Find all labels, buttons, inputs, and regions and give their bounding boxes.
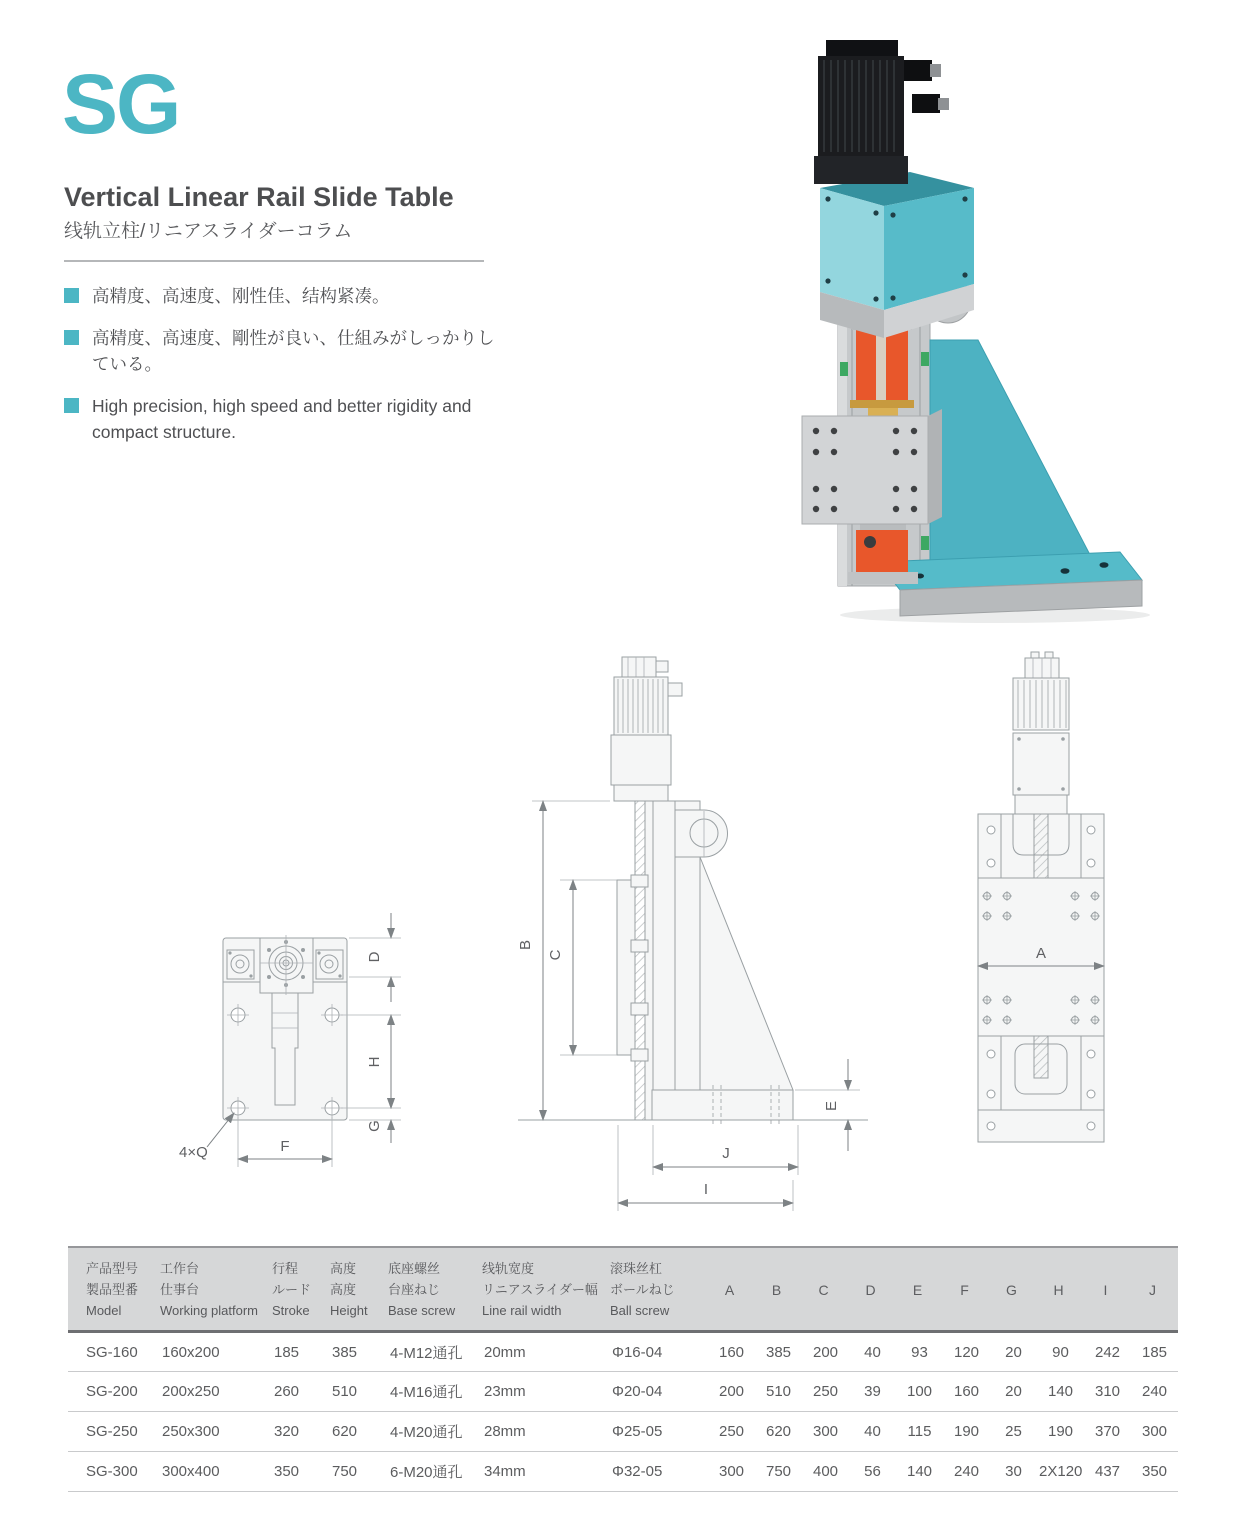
cell-base-screw: 4-M16通孔 xyxy=(388,1372,482,1412)
bullet-square-icon xyxy=(64,398,79,413)
cell-D: 40 xyxy=(849,1412,896,1452)
dim-label-D: D xyxy=(366,951,383,963)
cell-stroke: 260 xyxy=(272,1372,330,1412)
dim-label-G: G xyxy=(366,1120,383,1132)
cell-stroke: 350 xyxy=(272,1452,330,1492)
dim-G xyxy=(349,1086,401,1143)
col-header-I: I xyxy=(1084,1247,1131,1332)
column-bottom-front xyxy=(978,1036,1104,1110)
cell-height: 750 xyxy=(330,1452,388,1492)
cell-A: 200 xyxy=(708,1372,755,1412)
feature-text: 高精度、高速度、剛性が良い、仕組みがしっかりしている。 xyxy=(92,328,495,374)
feature-text: High precision, high speed and better rigidity and compact structure. xyxy=(92,396,472,442)
col-header-J: J xyxy=(1131,1247,1178,1332)
ballscrew-window-top xyxy=(850,324,914,416)
cell-stroke: 320 xyxy=(272,1412,330,1452)
feature-item xyxy=(64,326,504,377)
cell-F: 240 xyxy=(943,1452,990,1492)
feature-item xyxy=(64,394,504,445)
cell-J: 240 xyxy=(1131,1372,1178,1412)
col-header-E: E xyxy=(896,1247,943,1332)
cell-platform: 200x250 xyxy=(160,1372,272,1412)
col-header-A: A xyxy=(708,1247,755,1332)
drawing-side-view xyxy=(480,645,875,1245)
col-header-G: G xyxy=(990,1247,1037,1332)
side-bracket-right xyxy=(316,950,343,979)
col-header-ball-screw: 滚珠丝杠 ボールねじ Ball screw xyxy=(610,1247,708,1332)
dim-label-I: I xyxy=(703,1181,709,1198)
cell-J: 350 xyxy=(1131,1452,1178,1492)
col-header-C: C xyxy=(802,1247,849,1332)
cell-base-screw: 4-M20通孔 xyxy=(388,1412,482,1452)
spec-header-row xyxy=(68,1247,1178,1332)
cell-model: SG-300 xyxy=(68,1452,160,1492)
cell-D: 39 xyxy=(849,1372,896,1412)
cell-ball-screw: Φ16-04 xyxy=(610,1332,708,1372)
cell-I: 310 xyxy=(1084,1372,1131,1412)
cell-E: 93 xyxy=(896,1332,943,1372)
spec-row-sg-300 xyxy=(68,1452,1178,1492)
side-view-svg xyxy=(480,645,875,1245)
support-gusset xyxy=(930,340,1100,574)
cell-E: 115 xyxy=(896,1412,943,1452)
feature-list xyxy=(64,284,504,462)
cell-H: 140 xyxy=(1037,1372,1084,1412)
cell-H: 2X120 xyxy=(1037,1452,1084,1492)
cell-H: 90 xyxy=(1037,1332,1084,1372)
dim-I xyxy=(618,1125,793,1211)
col-header-height: 高度 高度 Height xyxy=(330,1247,388,1332)
cell-E: 100 xyxy=(896,1372,943,1412)
dim-F xyxy=(238,1117,332,1167)
cell-A: 160 xyxy=(708,1332,755,1372)
dim-J xyxy=(653,1125,798,1175)
front-view-svg xyxy=(935,648,1205,1160)
cell-F: 160 xyxy=(943,1372,990,1412)
carriage-edge xyxy=(617,880,635,1055)
motor-front xyxy=(1013,652,1069,814)
servo-motor xyxy=(814,40,949,184)
cell-C: 300 xyxy=(802,1412,849,1452)
side-bracket-left xyxy=(227,950,254,979)
dim-D xyxy=(349,913,401,1002)
col-header-H: H xyxy=(1037,1247,1084,1332)
cell-I: 437 xyxy=(1084,1452,1131,1492)
cell-A: 300 xyxy=(708,1452,755,1492)
divider xyxy=(64,260,484,262)
cell-G: 20 xyxy=(990,1332,1037,1372)
dim-label-H: H xyxy=(366,1056,383,1068)
cell-rail-width: 20mm xyxy=(482,1332,610,1372)
dim-label-4xQ: 4×Q xyxy=(179,1144,208,1161)
dim-label-J: J xyxy=(722,1145,730,1162)
cell-ball-screw: Φ32-05 xyxy=(610,1452,708,1492)
product-render-svg xyxy=(760,18,1180,628)
ballscrew-hatch xyxy=(635,801,645,1120)
cell-A: 250 xyxy=(708,1412,755,1452)
cell-I: 370 xyxy=(1084,1412,1131,1452)
cell-F: 190 xyxy=(943,1412,990,1452)
cell-G: 25 xyxy=(990,1412,1037,1452)
plan-view-svg xyxy=(175,895,445,1220)
cell-model: SG-200 xyxy=(68,1372,160,1412)
cell-C: 200 xyxy=(802,1332,849,1372)
cell-rail-width: 34mm xyxy=(482,1452,610,1492)
cell-model: SG-160 xyxy=(68,1332,160,1372)
dim-C xyxy=(547,880,617,1055)
carriage-plate xyxy=(802,409,942,524)
spec-row-sg-200 xyxy=(68,1372,1178,1412)
page-subtitle: 线轨立柱/リニアスライダーコラム xyxy=(64,221,353,242)
cell-C: 250 xyxy=(802,1372,849,1412)
column-side xyxy=(617,801,675,1120)
cell-rail-width: 28mm xyxy=(482,1412,610,1452)
cell-H: 190 xyxy=(1037,1412,1084,1452)
ballscrew-window-bottom xyxy=(848,524,918,584)
cell-D: 56 xyxy=(849,1452,896,1492)
cell-platform: 160x200 xyxy=(160,1332,272,1372)
spec-row-sg-160 xyxy=(68,1332,1178,1372)
cell-height: 620 xyxy=(330,1412,388,1452)
cell-I: 242 xyxy=(1084,1332,1131,1372)
dim-label-E: E xyxy=(823,1100,840,1112)
dim-H xyxy=(341,1015,401,1108)
cell-B: 385 xyxy=(755,1332,802,1372)
col-header-model: 产品型号 製品型番 Model xyxy=(68,1247,160,1332)
dim-label-A: A xyxy=(1035,945,1047,962)
motor-mount-box xyxy=(820,172,974,310)
col-header-stroke: 行程 ルード Stroke xyxy=(272,1247,330,1332)
cell-G: 20 xyxy=(990,1372,1037,1412)
col-header-line-rail-width: 线轨宽度 リニアスライダー幅 Line rail width xyxy=(482,1247,610,1332)
dim-label-F: F xyxy=(280,1138,290,1155)
col-header-B: B xyxy=(755,1247,802,1332)
cell-rail-width: 23mm xyxy=(482,1372,610,1412)
drawing-front-view xyxy=(935,648,1205,1160)
cell-J: 185 xyxy=(1131,1332,1178,1372)
cell-base-screw: 6-M20通孔 xyxy=(388,1452,482,1492)
cell-height: 385 xyxy=(330,1332,388,1372)
cell-platform: 300x400 xyxy=(160,1452,272,1492)
column-top-front xyxy=(978,814,1104,878)
col-header-working-platform: 工作台 仕事台 Working platform xyxy=(160,1247,272,1332)
cell-C: 400 xyxy=(802,1452,849,1492)
product-photo xyxy=(760,18,1180,628)
col-header-F: F xyxy=(943,1247,990,1332)
gusset-outline xyxy=(700,857,793,1090)
dim-label-C: C xyxy=(547,949,564,961)
spec-row-sg-250 xyxy=(68,1412,1178,1452)
cell-B: 620 xyxy=(755,1412,802,1452)
feature-text: 高精度、高速度、刚性佳、结构紧凑。 xyxy=(92,286,390,306)
clevis-lug-outline xyxy=(675,810,728,857)
cell-base-screw: 4-M12通孔 xyxy=(388,1332,482,1372)
cell-height: 510 xyxy=(330,1372,388,1412)
cell-model: SG-250 xyxy=(68,1412,160,1452)
spec-table xyxy=(68,1246,1178,1492)
col-header-base-screw: 底座螺丝 台座ねじ Base screw xyxy=(388,1247,482,1332)
bottom-flange-front xyxy=(978,1110,1104,1142)
spec-table-section xyxy=(68,1246,1178,1492)
col-header-D: D xyxy=(849,1247,896,1332)
dim-E xyxy=(795,1059,860,1151)
dim-label-B: B xyxy=(517,939,534,951)
cell-ball-screw: Φ20-04 xyxy=(610,1372,708,1412)
cell-E: 140 xyxy=(896,1452,943,1492)
cell-F: 120 xyxy=(943,1332,990,1372)
motor-side xyxy=(611,657,682,801)
cell-platform: 250x300 xyxy=(160,1412,272,1452)
drawing-plan-view xyxy=(175,895,445,1220)
series-logo: SG xyxy=(62,57,180,151)
cell-stroke: 185 xyxy=(272,1332,330,1372)
foot-outline xyxy=(652,1090,793,1120)
bullet-square-icon xyxy=(64,330,79,345)
bullet-square-icon xyxy=(64,288,79,303)
page-title: Vertical Linear Rail Slide Table xyxy=(64,182,454,212)
cell-J: 300 xyxy=(1131,1412,1178,1452)
cell-ball-screw: Φ25-05 xyxy=(610,1412,708,1452)
cell-G: 30 xyxy=(990,1452,1037,1492)
cell-B: 510 xyxy=(755,1372,802,1412)
feature-item xyxy=(64,284,504,309)
cell-B: 750 xyxy=(755,1452,802,1492)
cell-D: 40 xyxy=(849,1332,896,1372)
